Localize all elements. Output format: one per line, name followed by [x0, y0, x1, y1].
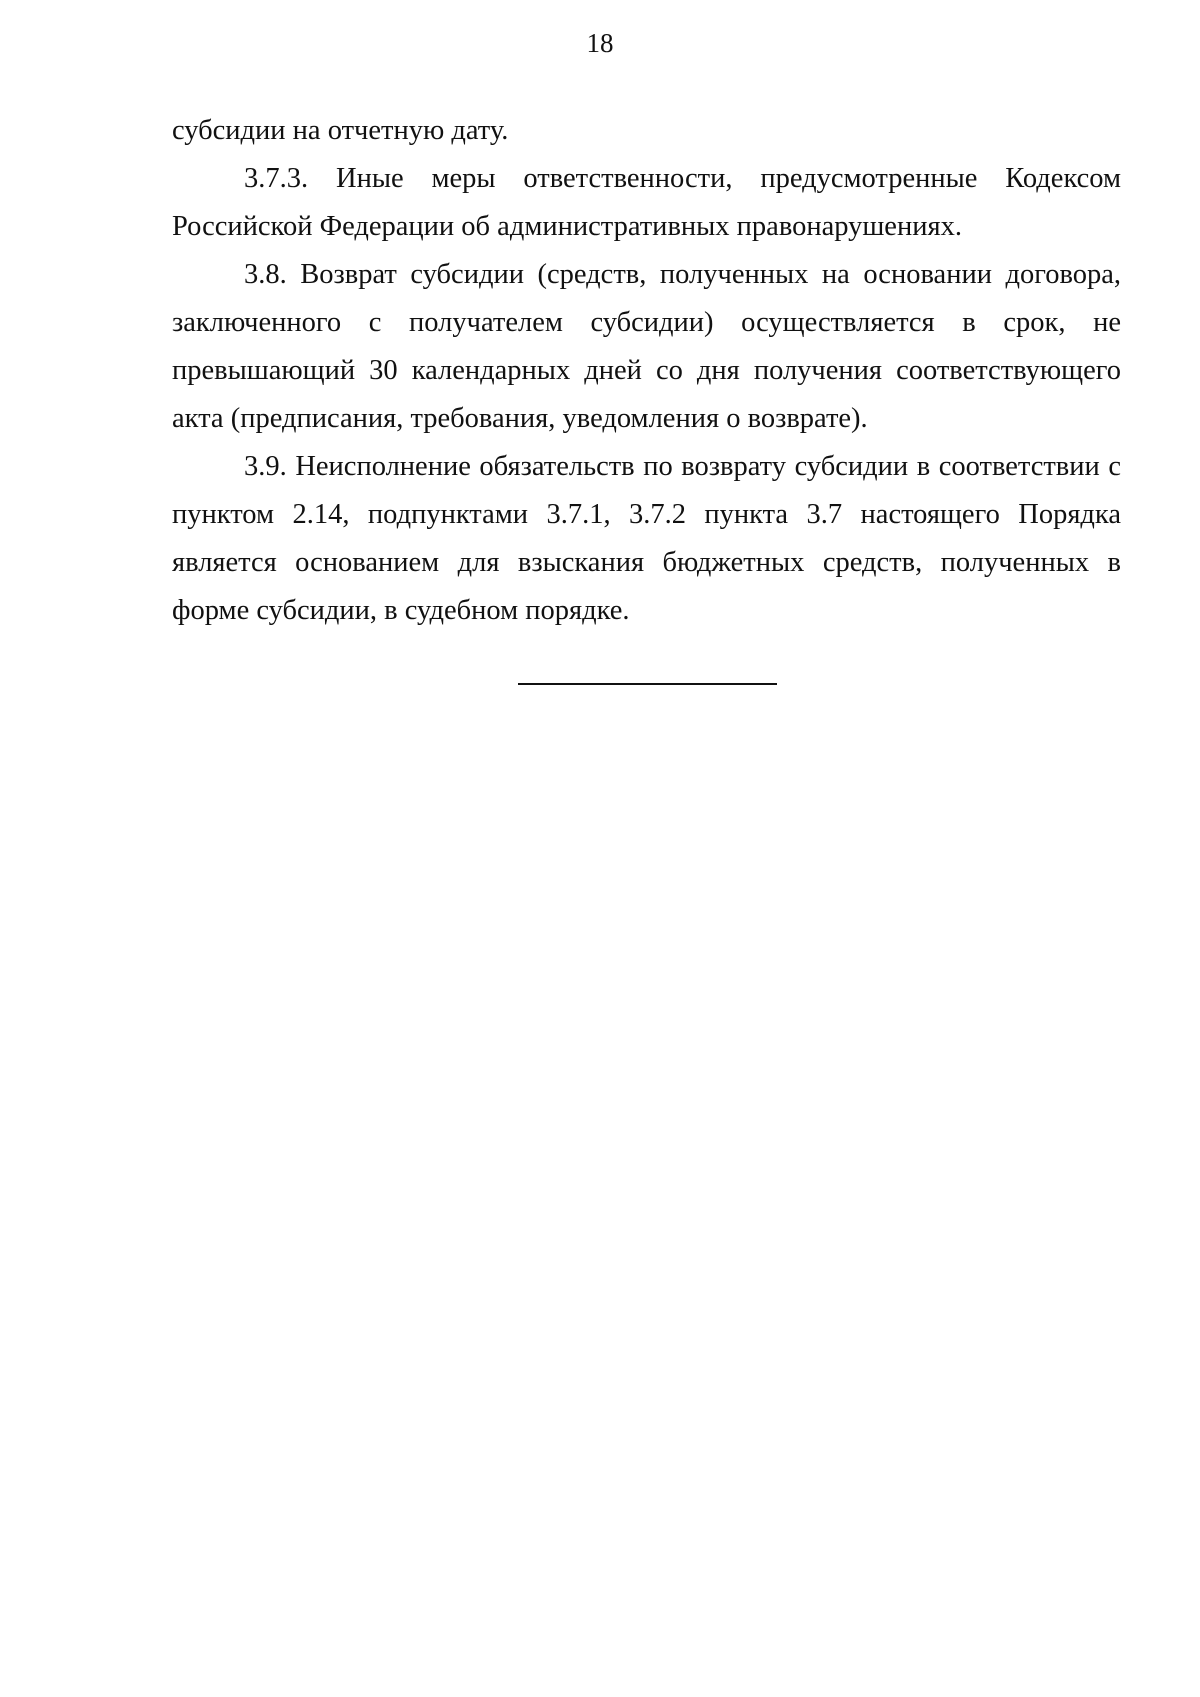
- page-number: 18: [586, 28, 614, 58]
- end-divider-line: [518, 683, 777, 685]
- paragraph-continuation: субсидии на отчетную дату.: [172, 115, 509, 146]
- document-body: [172, 107, 1121, 635]
- paragraph-3-9: 3.9. Неисполнение обязательств по возврату субсидии в соответствии с пунктом 2.14, подпунктами 3.7.1, 3.7.2 пункта 3.7 настоящего Порядка является основанием для взыскания бюджетных средств, полученных в форме субсидии, в судебном порядке.: [172, 451, 1121, 626]
- paragraph-3-8: 3.8. Возврат субсидии (средств, полученных на основании договора, заключенного с получателем субсидии) осуществляется в срок, не превышающий 30 календарных дней со дня получения соответствующего акта (предписания, требования, уведомления о возврате).: [172, 259, 1121, 434]
- paragraph-3-7-3: 3.7.3. Иные меры ответственности, предусмотренные Кодексом Российской Федерации об административных правонарушениях.: [172, 163, 1121, 242]
